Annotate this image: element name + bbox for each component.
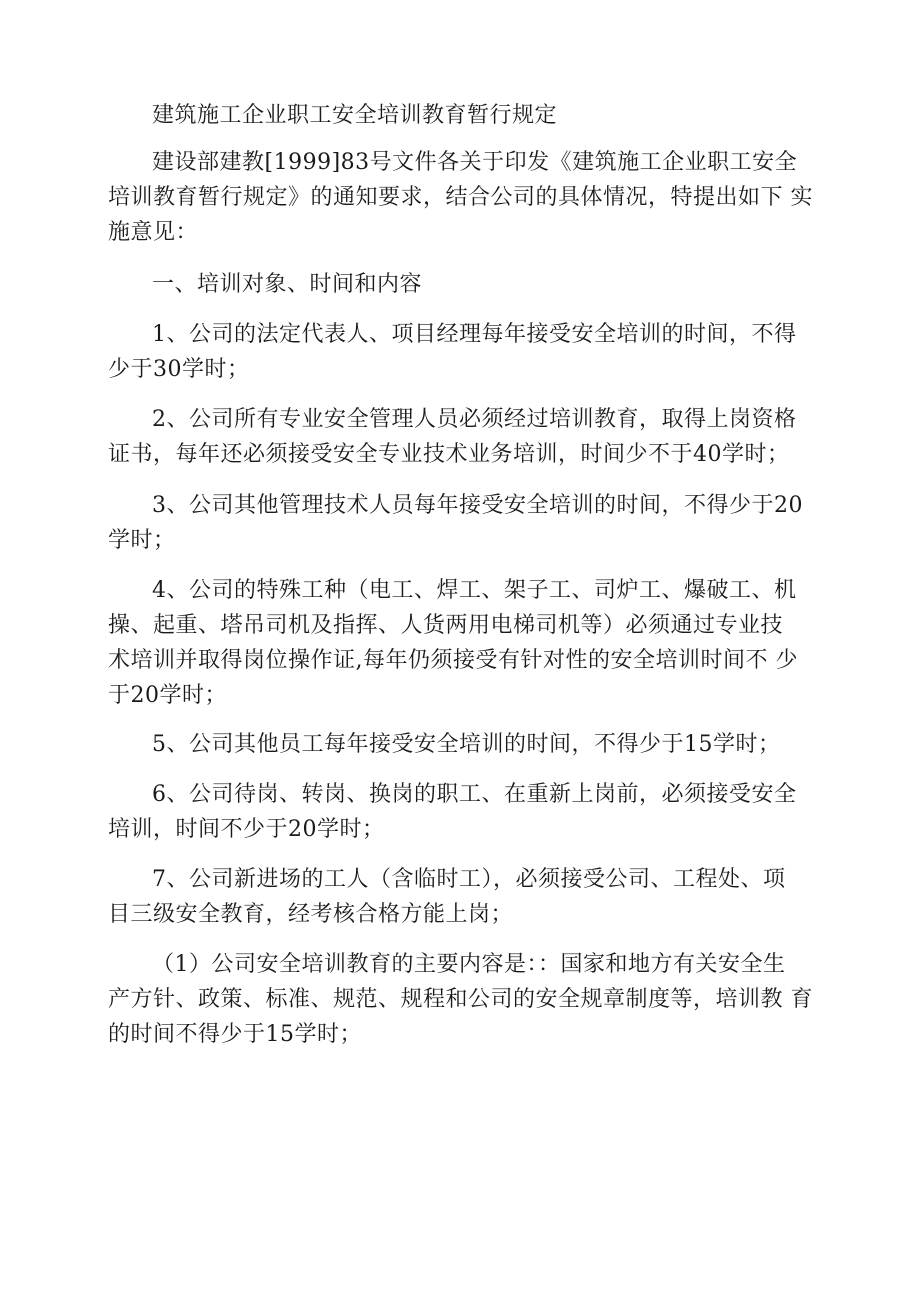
item-line: 证书，每年还必须接受安全专业技术业务培训，时间少不于40学时； bbox=[108, 442, 790, 467]
section-heading: 一、培训对象、时间和内容 bbox=[152, 272, 423, 297]
item-line: 7、公司新进场的工人（含临时工），必须接受公司、工程处、项 bbox=[152, 867, 786, 892]
item-line: 学时； bbox=[108, 528, 176, 553]
item-line: 产方针、政策、标准、规范、规程和公司的安全规章制度等，培训教 育 bbox=[108, 987, 813, 1012]
item-line: 1、公司的法定代表人、项目经理每年接受安全培训的时间，不得 bbox=[152, 322, 797, 347]
item-line: 5、公司其他员工每年接受安全培训的时间，不得少于15学时； bbox=[152, 732, 781, 757]
document-title: 建筑施工企业职工安全培训教育暂行规定 bbox=[152, 103, 558, 128]
item-line: 4、公司的特殊工种（电工、焊工、架子工、司炉工、爆破工、机 bbox=[152, 578, 797, 603]
intro-line: 建设部建教[1999]83号文件各关于印发《建筑施工企业职工安全 bbox=[152, 150, 798, 175]
item-line: 的时间不得少于15学时； bbox=[108, 1022, 362, 1047]
item-line: 培训，时间不少于20学时； bbox=[108, 817, 385, 842]
item-line: 操、起重、塔吊司机及指挥、人货两用电梯司机等）必须通过专业技 bbox=[108, 613, 784, 638]
item-line: 6、公司待岗、转岗、换岗的职工、在重新上岗前，必须接受安全 bbox=[152, 782, 797, 807]
item-line: 术培训并取得岗位操作证,每年仍须接受有针对性的安全培训时间不 少 bbox=[108, 648, 798, 673]
item-line: 2、公司所有专业安全管理人员必须经过培训教育，取得上岗资格 bbox=[152, 407, 797, 432]
item-line: 于20学时； bbox=[108, 683, 227, 708]
intro-line: 施意见： bbox=[108, 220, 199, 245]
item-line: 少于30学时； bbox=[108, 357, 250, 382]
intro-line: 培训教育暂行规定》的通知要求，结合公司的具体情况，特提出如下 实 bbox=[108, 185, 813, 210]
item-line: 3、公司其他管理技术人员每年接受安全培训的时间，不得少于20 bbox=[152, 493, 803, 518]
item-line: 目三级安全教育，经考核合格方能上岗； bbox=[108, 902, 514, 927]
item-line: （1）公司安全培训教育的主要内容是：：国家和地方有关安全生 bbox=[152, 952, 786, 977]
